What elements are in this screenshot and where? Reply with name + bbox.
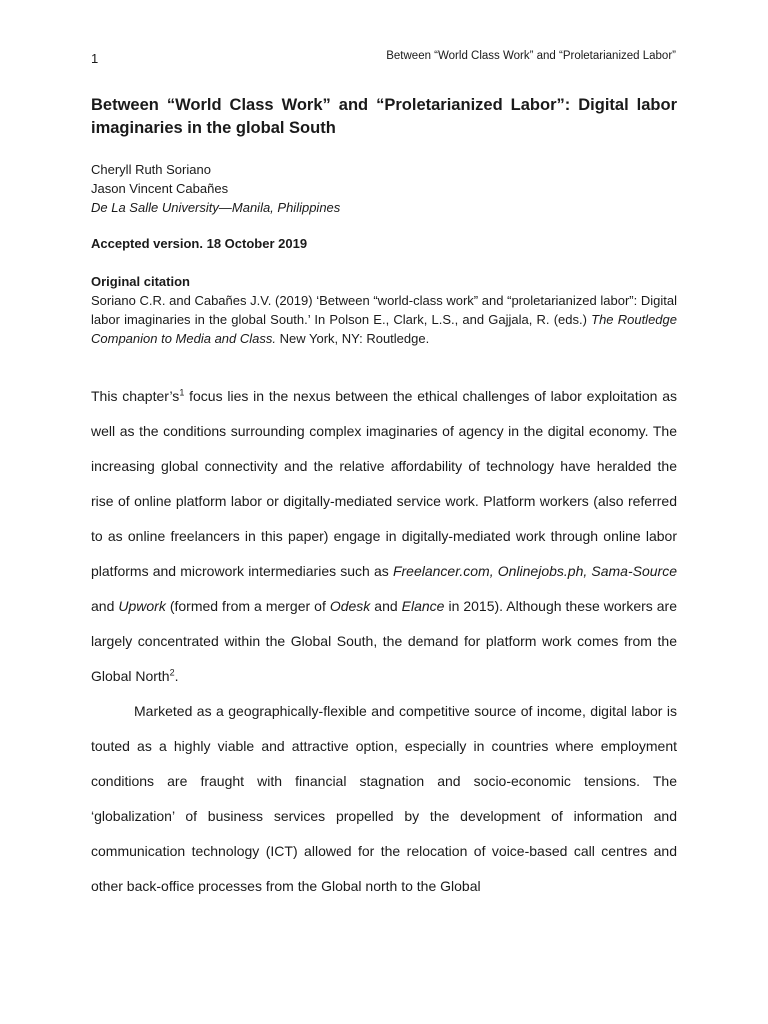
author-name: Cheryll Ruth Soriano bbox=[91, 162, 211, 177]
paper-title: Between “World Class Work” and “Proletarianized Labor”: Digital labor imaginaries in the global South bbox=[91, 96, 677, 137]
paragraph-1 bbox=[91, 379, 677, 694]
text-run: focus lies in the nexus between the ethical challenges of labor exploitation as well as the conditions surrounding complex imaginaries of agency in the digital economy. The increasing global connectivity and the relative affordability of technology have heralded the rise of online platform labor or digitally-mediated service work. Platform workers (also referred to as online freelancers in this paper) engage in digitally-mediated work through online labor platforms and microwork intermediaries such as bbox=[91, 388, 677, 579]
footnote-marker: 2 bbox=[169, 667, 175, 678]
text-run: and bbox=[370, 598, 402, 614]
text-run: . bbox=[174, 668, 179, 684]
text-run: and bbox=[91, 598, 119, 614]
page-number: 1 bbox=[91, 51, 99, 66]
citation-text bbox=[91, 291, 677, 348]
paragraph-2: Marketed as a geographically-flexible and competitive source of income, digital labor is touted as a highly viable and attractive option, especially in countries where employment conditions are fraught with financial stagnation and socio-economic tensions. The ‘globalization’ of business services propelled by the development of information and communication technology (ICT) allowed for the relocation of voice-based call centres and other back-office processes from the Global north to the Global bbox=[91, 703, 677, 894]
platform-name: Elance bbox=[401, 598, 445, 614]
citation-part: New York, NY: Routledge. bbox=[276, 331, 430, 346]
author-name: Jason Vincent Cabañes bbox=[91, 181, 229, 196]
page-content bbox=[91, 94, 677, 904]
text-run: This chapter’s bbox=[91, 388, 180, 404]
platform-name: Odesk bbox=[329, 598, 371, 614]
citation-part: Soriano C.R. and Cabañes J.V. (2019) ‘Between “world-class work” and “proletarianized labor”: Digital labor imaginaries in the global South.’ In Polson E., Clark, L.S., and Gajjala, R. (eds.) bbox=[91, 293, 677, 327]
text-run: (formed from a merger of bbox=[165, 598, 330, 614]
running-header: Between “World Class Work” and “Proletarianized Labor” bbox=[386, 50, 676, 62]
footnote-marker: 1 bbox=[179, 387, 185, 398]
text-run: in 2015). Although these workers are largely concentrated within the Global South, the demand for platform work comes from the Global North bbox=[91, 598, 678, 684]
version-line: Accepted version. 18 October 2019 bbox=[91, 236, 308, 251]
author-block bbox=[91, 160, 677, 217]
citation-heading: Original citation bbox=[91, 274, 190, 289]
platform-names: Freelancer.com, Onlinejobs.ph, Sama-Source bbox=[392, 563, 677, 579]
body-text bbox=[91, 379, 677, 904]
citation-book-title: The Routledge Companion to Media and Class. bbox=[91, 312, 677, 346]
platform-name: Upwork bbox=[118, 598, 166, 614]
author-affiliation: De La Salle University—Manila, Philippines bbox=[91, 200, 341, 215]
